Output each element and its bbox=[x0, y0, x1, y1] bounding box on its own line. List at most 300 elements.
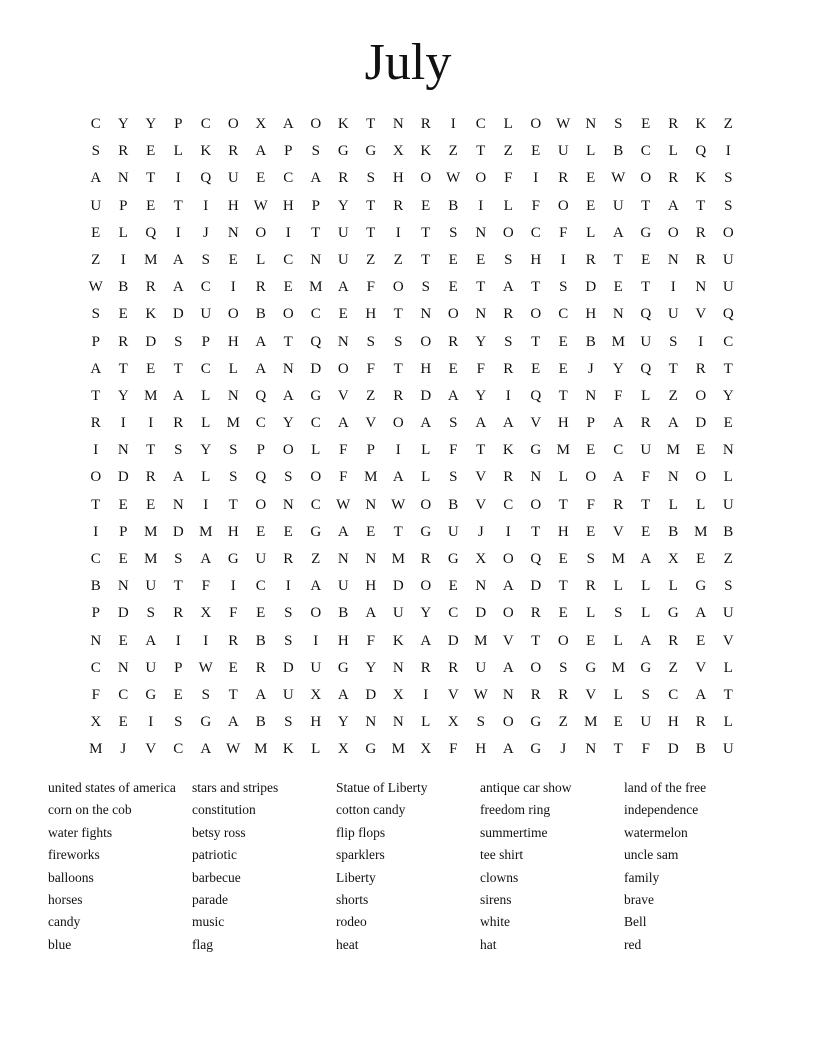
grid-letter: A bbox=[640, 632, 652, 649]
grid-letter: L bbox=[586, 143, 596, 160]
grid-letter: M bbox=[144, 387, 158, 404]
grid-letter: N bbox=[337, 333, 349, 350]
grid-letter: O bbox=[255, 224, 267, 241]
grid-letter: O bbox=[502, 551, 514, 567]
grid-letter: V bbox=[447, 686, 459, 703]
grid-letter: D bbox=[310, 360, 322, 377]
grid-letter: K bbox=[282, 741, 294, 758]
grid-letter: E bbox=[228, 251, 238, 268]
grid-letter: R bbox=[90, 415, 101, 432]
word-list-item: heat bbox=[336, 936, 359, 952]
grid-letter: A bbox=[502, 415, 514, 432]
grid-letter: V bbox=[365, 415, 377, 432]
grid-letter: R bbox=[558, 170, 569, 187]
grid-letter: X bbox=[90, 714, 102, 731]
grid-row bbox=[82, 410, 742, 437]
grid-letter: N bbox=[365, 551, 377, 567]
grid-letter: T bbox=[311, 224, 321, 241]
grid-letter: U bbox=[255, 551, 267, 567]
word-list-item: Bell bbox=[624, 914, 647, 930]
grid-letter: M bbox=[666, 442, 680, 459]
grid-letter: G bbox=[640, 224, 652, 241]
grid-letter: O bbox=[530, 496, 542, 513]
grid-letter: E bbox=[228, 659, 238, 676]
grid-letter: W bbox=[226, 741, 241, 758]
grid-letter: R bbox=[228, 143, 239, 160]
grid-letter: H bbox=[310, 714, 322, 731]
grid-letter: O bbox=[310, 605, 322, 622]
grid-letter: G bbox=[337, 143, 349, 160]
grid-letter: F bbox=[641, 469, 650, 486]
grid-letter: B bbox=[695, 741, 706, 758]
grid-letter: S bbox=[449, 415, 458, 432]
grid-letter: Q bbox=[695, 143, 707, 160]
grid-letter: N bbox=[585, 387, 597, 404]
grid-letter: N bbox=[585, 116, 597, 132]
grid-letter: W bbox=[473, 686, 488, 703]
grid-letter: T bbox=[531, 333, 541, 350]
grid-letter: B bbox=[723, 523, 734, 540]
grid-letter: O bbox=[475, 170, 487, 187]
grid-letter: T bbox=[476, 442, 486, 459]
grid-letter: H bbox=[227, 333, 239, 350]
word-list-item: parade bbox=[192, 891, 228, 907]
grid-letter: O bbox=[420, 578, 432, 595]
grid-letter: A bbox=[447, 387, 459, 404]
grid-letter: D bbox=[365, 686, 377, 703]
grid-letter: G bbox=[310, 387, 322, 404]
grid-letter: T bbox=[146, 442, 156, 459]
grid-letter: E bbox=[338, 306, 348, 323]
grid-letter: L bbox=[696, 496, 706, 513]
grid-letter: N bbox=[117, 659, 129, 676]
grid-letter: P bbox=[311, 197, 320, 214]
grid-letter: X bbox=[337, 741, 349, 758]
grid-letter: A bbox=[90, 170, 102, 187]
grid-letter: E bbox=[118, 306, 128, 323]
word-list-item: rodeo bbox=[336, 914, 367, 930]
grid-letter: I bbox=[203, 632, 209, 649]
grid-letter: N bbox=[475, 306, 487, 323]
grid-letter: Q bbox=[200, 170, 212, 187]
grid-letter: S bbox=[201, 251, 210, 268]
grid-letter: W bbox=[336, 496, 351, 513]
grid-letter: T bbox=[173, 578, 183, 595]
grid-letter: A bbox=[255, 143, 267, 160]
grid-letter: E bbox=[586, 442, 596, 459]
grid-letter: Y bbox=[420, 605, 432, 622]
grid-letter: Y bbox=[612, 360, 624, 377]
grid-letter: M bbox=[611, 659, 625, 676]
word-list-item: tee shirt bbox=[480, 847, 524, 863]
grid-letter: C bbox=[173, 741, 184, 758]
grid-letter: C bbox=[640, 143, 651, 160]
grid-letter: I bbox=[230, 279, 236, 296]
grid-letter: U bbox=[200, 306, 212, 323]
grid-row bbox=[82, 573, 742, 600]
grid-letter: I bbox=[203, 197, 209, 214]
grid-row bbox=[82, 464, 742, 491]
grid-letter: P bbox=[91, 333, 100, 350]
grid-letter: D bbox=[117, 469, 129, 486]
word-list-item: land of the free bbox=[624, 780, 707, 795]
grid-letter: K bbox=[337, 116, 349, 132]
grid-letter: I bbox=[533, 170, 539, 187]
grid-letter: O bbox=[420, 170, 432, 187]
grid-row bbox=[82, 546, 742, 573]
grid-letter: O bbox=[640, 170, 652, 187]
word-list-item: patriotic bbox=[192, 847, 237, 863]
grid-letter: A bbox=[365, 605, 377, 622]
word-list-item: summertime bbox=[480, 824, 548, 840]
grid-letter: S bbox=[586, 551, 595, 567]
grid-letter: S bbox=[174, 551, 183, 567]
grid-letter: T bbox=[366, 197, 376, 214]
grid-letter: I bbox=[93, 442, 99, 459]
grid-letter: X bbox=[392, 143, 404, 160]
grid-letter: U bbox=[337, 578, 349, 595]
grid-letter: I bbox=[175, 632, 181, 649]
grid-letter: N bbox=[117, 170, 129, 187]
grid-letter: A bbox=[255, 686, 267, 703]
grid-letter: E bbox=[118, 496, 128, 513]
grid-letter: F bbox=[201, 578, 210, 595]
grid-letter: A bbox=[612, 415, 624, 432]
grid-letter: M bbox=[556, 442, 570, 459]
grid-letter: H bbox=[365, 306, 377, 323]
grid-letter: C bbox=[310, 496, 321, 513]
grid-letter: C bbox=[200, 116, 211, 132]
grid-letter: Y bbox=[282, 415, 294, 432]
grid-letter: E bbox=[118, 551, 128, 567]
grid-row bbox=[82, 274, 742, 301]
grid-letter: P bbox=[119, 523, 128, 540]
grid-letter: L bbox=[311, 741, 321, 758]
grid-letter: R bbox=[338, 170, 349, 187]
grid-letter: L bbox=[641, 605, 651, 622]
grid-letter: Z bbox=[393, 251, 403, 268]
grid-row bbox=[82, 600, 742, 627]
grid-letter: A bbox=[420, 415, 432, 432]
grid-letter: T bbox=[91, 387, 101, 404]
grid-letter: A bbox=[337, 279, 349, 296]
grid-letter: E bbox=[146, 496, 156, 513]
grid-letter: N bbox=[475, 224, 487, 241]
grid-letter: B bbox=[255, 306, 266, 323]
grid-letter: H bbox=[475, 741, 487, 758]
word-list-item: white bbox=[480, 914, 510, 930]
grid-letter: R bbox=[420, 551, 431, 567]
grid-letter: G bbox=[310, 523, 322, 540]
grid-letter: A bbox=[667, 197, 679, 214]
grid-letter: O bbox=[227, 116, 239, 132]
grid-letter: D bbox=[695, 415, 707, 432]
grid-letter: A bbox=[475, 415, 487, 432]
grid-letter: U bbox=[557, 143, 569, 160]
grid-letter: E bbox=[531, 360, 541, 377]
word-list-item: stars and stripes bbox=[192, 780, 279, 795]
grid-letter: T bbox=[668, 360, 678, 377]
word-list-item: Liberty bbox=[336, 869, 376, 885]
grid-letter: W bbox=[198, 659, 213, 676]
grid-letter: D bbox=[172, 306, 184, 323]
grid-letter: D bbox=[667, 741, 679, 758]
word-list bbox=[48, 777, 788, 956]
grid-letter: A bbox=[172, 251, 184, 268]
grid-row bbox=[82, 247, 742, 274]
grid-letter: M bbox=[474, 632, 488, 649]
grid-letter: M bbox=[144, 523, 158, 540]
grid-letter: T bbox=[173, 197, 183, 214]
page-title: July bbox=[364, 34, 452, 91]
grid-letter: U bbox=[337, 251, 349, 268]
grid-letter: X bbox=[255, 116, 267, 132]
grid-letter: E bbox=[283, 279, 293, 296]
grid-letter: U bbox=[145, 578, 157, 595]
grid-letter: W bbox=[611, 170, 626, 187]
grid-letter: S bbox=[284, 469, 293, 486]
grid-letter: O bbox=[310, 469, 322, 486]
grid-letter: E bbox=[421, 197, 431, 214]
grid-letter: O bbox=[392, 415, 404, 432]
grid-letter: A bbox=[612, 469, 624, 486]
grid-letter: E bbox=[641, 523, 651, 540]
grid-letter: H bbox=[420, 360, 432, 377]
grid-letter: E bbox=[696, 551, 706, 567]
grid-letter: A bbox=[200, 741, 212, 758]
grid-letter: E bbox=[118, 632, 128, 649]
grid-letter: C bbox=[613, 442, 624, 459]
grid-letter: A bbox=[337, 415, 349, 432]
grid-letter: Y bbox=[475, 333, 487, 350]
grid-letter: S bbox=[229, 442, 238, 459]
grid-letter: Z bbox=[723, 551, 733, 567]
grid-letter: O bbox=[90, 469, 102, 486]
grid-letter: J bbox=[587, 360, 594, 377]
grid-letter: I bbox=[175, 170, 181, 187]
grid-letter: Q bbox=[255, 387, 267, 404]
grid-letter: S bbox=[91, 143, 100, 160]
grid-letter: K bbox=[695, 170, 707, 187]
grid-letter: T bbox=[393, 523, 403, 540]
grid-letter: R bbox=[640, 415, 651, 432]
grid-letter: U bbox=[722, 496, 734, 513]
grid-letter: N bbox=[585, 741, 597, 758]
grid-letter: Q bbox=[310, 333, 322, 350]
word-list-item: shorts bbox=[336, 891, 369, 907]
grid-letter: I bbox=[698, 333, 704, 350]
grid-letter: T bbox=[366, 224, 376, 241]
grid-letter: N bbox=[365, 714, 377, 731]
word-list-item: flag bbox=[192, 936, 213, 952]
grid-letter: A bbox=[255, 360, 267, 377]
grid-letter: L bbox=[641, 578, 651, 595]
grid-letter: Y bbox=[337, 197, 349, 214]
grid-letter: L bbox=[256, 251, 266, 268]
grid-letter: W bbox=[88, 279, 103, 296]
grid-letter: O bbox=[530, 306, 542, 323]
grid-letter: Y bbox=[475, 387, 487, 404]
grid-letter: R bbox=[255, 659, 266, 676]
grid-letter: F bbox=[559, 224, 568, 241]
grid-letter: R bbox=[668, 632, 679, 649]
grid-letter: H bbox=[557, 415, 569, 432]
grid-letter: U bbox=[667, 306, 679, 323]
grid-letter: I bbox=[725, 143, 731, 160]
grid-letter: R bbox=[585, 578, 596, 595]
grid-letter: S bbox=[641, 686, 650, 703]
grid-letter: F bbox=[366, 279, 375, 296]
grid-letter: L bbox=[503, 197, 513, 214]
grid-letter: F bbox=[339, 469, 348, 486]
grid-letter: A bbox=[502, 659, 514, 676]
grid-letter: U bbox=[640, 714, 652, 731]
grid-letter: U bbox=[475, 659, 487, 676]
grid-letter: R bbox=[255, 279, 266, 296]
grid-letter: V bbox=[530, 415, 542, 432]
grid-letter: U bbox=[722, 605, 734, 622]
grid-letter: L bbox=[201, 415, 211, 432]
grid-letter: O bbox=[695, 469, 707, 486]
grid-letter: U bbox=[447, 523, 459, 540]
grid-letter: E bbox=[586, 197, 596, 214]
grid-letter: Y bbox=[145, 116, 157, 132]
grid-letter: B bbox=[118, 279, 129, 296]
grid-letter: E bbox=[256, 605, 266, 622]
grid-letter: S bbox=[174, 442, 183, 459]
grid-letter: A bbox=[310, 578, 322, 595]
grid-letter: F bbox=[91, 686, 100, 703]
grid-letter: R bbox=[283, 551, 294, 567]
grid-letter: E bbox=[558, 333, 568, 350]
grid-letter: A bbox=[502, 578, 514, 595]
grid-letter: V bbox=[585, 686, 597, 703]
grid-letter: T bbox=[393, 360, 403, 377]
grid-letter: N bbox=[667, 469, 679, 486]
grid-letter: O bbox=[722, 224, 734, 241]
grid-letter: S bbox=[91, 306, 100, 323]
grid-letter: N bbox=[310, 251, 322, 268]
grid-letter: S bbox=[174, 714, 183, 731]
grid-letter: G bbox=[640, 659, 652, 676]
grid-letter: L bbox=[668, 496, 678, 513]
grid-letter: A bbox=[172, 469, 184, 486]
grid-letter: N bbox=[117, 578, 129, 595]
grid-letter: I bbox=[285, 578, 291, 595]
grid-letter: W bbox=[556, 116, 571, 132]
grid-letter: O bbox=[530, 659, 542, 676]
grid-letter: X bbox=[447, 714, 459, 731]
word-list-item: corn on the cob bbox=[48, 802, 132, 818]
grid-letter: S bbox=[366, 170, 375, 187]
grid-letter: K bbox=[145, 306, 157, 323]
grid-letter: B bbox=[585, 333, 596, 350]
grid-letter: L bbox=[723, 469, 733, 486]
grid-letter: Q bbox=[640, 360, 652, 377]
grid-letter: Q bbox=[145, 224, 157, 241]
grid-letter: C bbox=[448, 605, 459, 622]
grid-letter: S bbox=[449, 224, 458, 241]
grid-letter: H bbox=[337, 632, 349, 649]
grid-letter: C bbox=[90, 551, 101, 567]
grid-letter: V bbox=[475, 496, 487, 513]
grid-letter: P bbox=[174, 659, 183, 676]
grid-letter: R bbox=[393, 387, 404, 404]
grid-letter: O bbox=[337, 360, 349, 377]
grid-letter: T bbox=[476, 143, 486, 160]
grid-letter: U bbox=[722, 251, 734, 268]
grid-letter: R bbox=[118, 143, 129, 160]
grid-letter: L bbox=[586, 605, 596, 622]
grid-letter: D bbox=[117, 605, 129, 622]
grid-letter: I bbox=[175, 224, 181, 241]
grid-letter: Z bbox=[448, 143, 458, 160]
grid-letter: C bbox=[283, 251, 294, 268]
grid-letter: L bbox=[173, 143, 183, 160]
grid-letter: U bbox=[282, 686, 294, 703]
grid-letter: Q bbox=[722, 306, 734, 323]
grid-letter: T bbox=[723, 360, 733, 377]
grid-letter: B bbox=[668, 523, 679, 540]
grid-letter: M bbox=[254, 741, 268, 758]
grid-letter: I bbox=[120, 251, 126, 268]
grid-letter: E bbox=[476, 251, 486, 268]
grid-letter: C bbox=[503, 496, 514, 513]
grid-letter: M bbox=[144, 551, 158, 567]
grid-letter: A bbox=[337, 523, 349, 540]
grid-letter: V bbox=[695, 306, 707, 323]
grid-letter: I bbox=[395, 224, 401, 241]
grid-letter: S bbox=[449, 469, 458, 486]
word-list-item: cotton candy bbox=[336, 802, 406, 818]
grid-letter: R bbox=[668, 116, 679, 132]
grid-letter: I bbox=[230, 578, 236, 595]
grid-letter: M bbox=[391, 741, 405, 758]
grid-letter: A bbox=[90, 360, 102, 377]
grid-letter: E bbox=[641, 116, 651, 132]
grid-letter: V bbox=[145, 741, 157, 758]
grid-letter: M bbox=[144, 251, 158, 268]
grid-row bbox=[82, 138, 742, 165]
grid-letter: S bbox=[504, 251, 513, 268]
grid-letter: V bbox=[612, 523, 624, 540]
grid-letter: M bbox=[199, 523, 213, 540]
grid-letter: G bbox=[530, 442, 542, 459]
grid-letter: T bbox=[558, 496, 568, 513]
grid-letter: M bbox=[611, 333, 625, 350]
grid-letter: O bbox=[255, 496, 267, 513]
grid-letter: O bbox=[667, 224, 679, 241]
grid-letter: E bbox=[586, 523, 596, 540]
grid-letter: S bbox=[724, 197, 733, 214]
grid-letter: S bbox=[559, 659, 568, 676]
grid-letter: B bbox=[448, 197, 459, 214]
grid-letter: R bbox=[420, 116, 431, 132]
grid-letter: N bbox=[117, 442, 129, 459]
grid-letter: F bbox=[449, 442, 458, 459]
grid-letter: P bbox=[284, 143, 293, 160]
grid-letter: V bbox=[337, 387, 349, 404]
word-list-item: barbecue bbox=[192, 869, 241, 885]
grid-letter: E bbox=[91, 224, 101, 241]
word-list-item: uncle sam bbox=[624, 847, 679, 863]
grid-letter: D bbox=[585, 279, 597, 296]
grid-letter: U bbox=[227, 170, 239, 187]
grid-letter: B bbox=[255, 632, 266, 649]
grid-letter: J bbox=[560, 741, 567, 758]
grid-letter: A bbox=[282, 387, 294, 404]
grid-letter: E bbox=[448, 279, 458, 296]
